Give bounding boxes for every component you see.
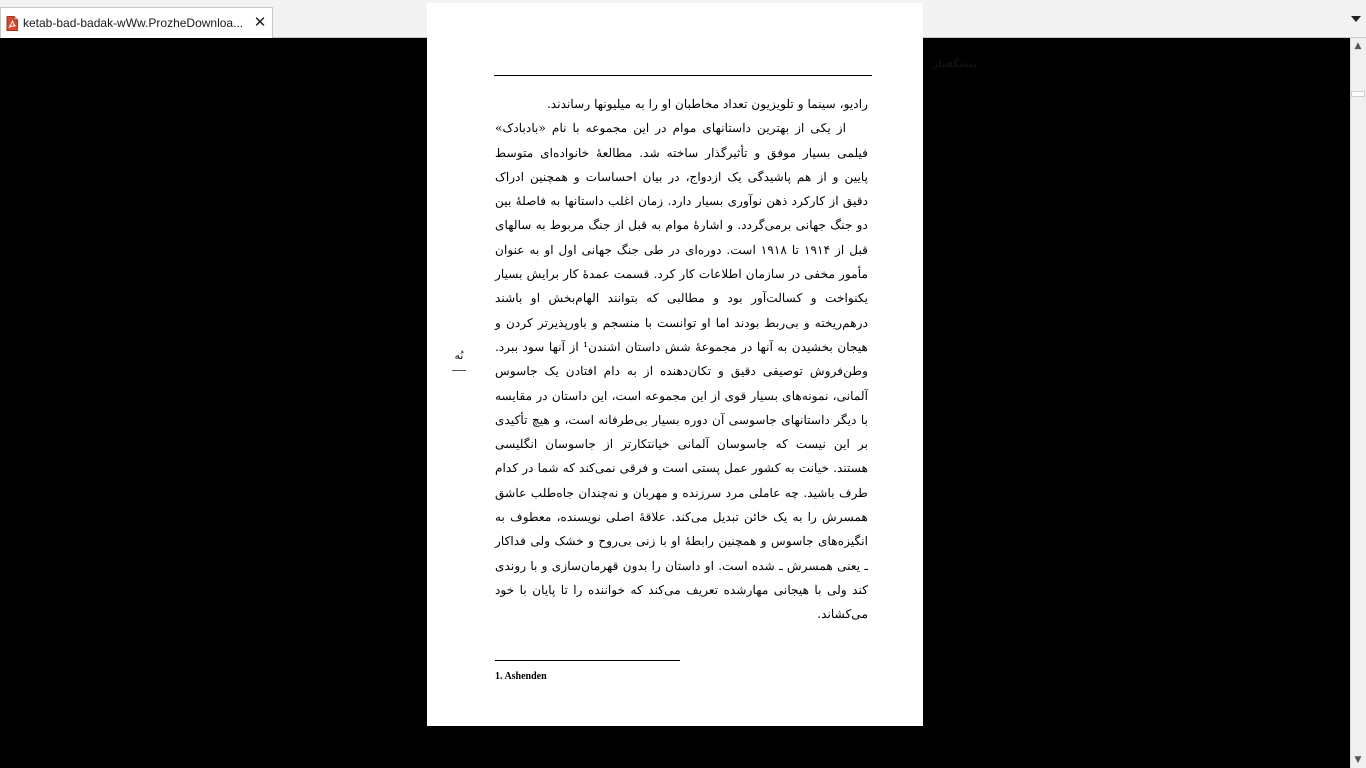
close-tab-icon[interactable]: ✕	[253, 13, 267, 31]
paragraph: از یکی از بهترین داستانهای موام در این مجموعه با نام «بادبادک» فیلمی بسیار موفق و تأثیرگذار ساخته شد. مطالعهٔ خانواده‌ای متوسط پایین و از هم پاشیدگی یک ازدواج، در بیان احساسات و همچنین ادراک دقیق از کارکرد ذهن نوآوری بسیار دارد. زمان اغلب داستانها به فاصلهٔ بین دو جنگ جهانی برمی‌گردد. و اشارهٔ موام به قبل از جنگ مربوط به سالهای قبل از ۱۹۱۴ تا ۱۹۱۸ است. دوره‌ای در طی جنگ جهانی اول او به عنوان مأمور مخفی در سازمان اطلاعات کار کرد. قسمت عمدهٔ کار برایش بسیار یکنواخت و کسالت‌آور بود و مطالبی که بتوانند الهام‌بخش او باشند درهم‌ریخته و بی‌ربط بودند اما او توانست با منسجم و باورپذیرتر کردن و هیجان بخشیدن به آنها در مجموعهٔ شش داستان اشندن¹ از آنها سود ببرد. وطن‌فروش توصیفی دقیق و تکان‌دهنده از به دام افتادن یک جاسوس آلمانی، نمونه‌های بسیار قوی از این مجموعه است، این داستان در مقایسه با دیگر داستانهای جاسوسی آن دوره بسیار بی‌طرفانه است، و هیچ تأکیدی بر این نیست که جاسوسان آلمانی خیانتکارتر از جاسوسان انگلیسی هستند. خیانت به کشور عمل پستی است و فرقی نمی‌کند که شما در کدام طرف باشید. چه عاملی مرد سرزنده و مهربان و نه‌چندان جاه‌طلب عاشق همسرش را به یک خائن تبدیل می‌کند. علاقهٔ اصلی نویسنده، معطوف به انگیزه‌های جاسوس و همچنین رابطهٔ او با زنی بی‌روح و خشک ولی فداکار ـ یعنی همسرش ـ شده است. او داستان را بدون قهرمان‌سازی و با روندی کند ولی با هیجانی مهارشده تعریف می‌کند که خواننده را تا پایان با خود می‌کشاند.	[495, 121, 868, 622]
body-text	[495, 92, 868, 627]
header-rule	[494, 75, 872, 76]
footnote-rule	[495, 660, 680, 661]
page-number-rule	[452, 370, 466, 371]
document-tab[interactable]	[0, 7, 273, 38]
scroll-thumb[interactable]	[1351, 91, 1365, 97]
vertical-scrollbar[interactable]	[1350, 38, 1366, 768]
scroll-down-arrow-icon[interactable]: ▼	[1354, 755, 1362, 765]
footnote: 1. Ashenden	[495, 671, 547, 682]
page-number: نُه	[454, 349, 464, 362]
chevron-down-icon[interactable]	[1350, 14, 1362, 24]
scroll-up-arrow-icon[interactable]: ▲	[1354, 41, 1362, 51]
paragraph: رادیو، سینما و تلویزیون تعداد مخاطبان او را به میلیونها رساندند.	[546, 97, 868, 111]
pdf-file-icon	[6, 16, 18, 31]
tab-title: ketab-bad-badak-wWw.ProzheDownloa...	[23, 16, 243, 30]
running-head: پیشگفتار	[932, 59, 977, 70]
